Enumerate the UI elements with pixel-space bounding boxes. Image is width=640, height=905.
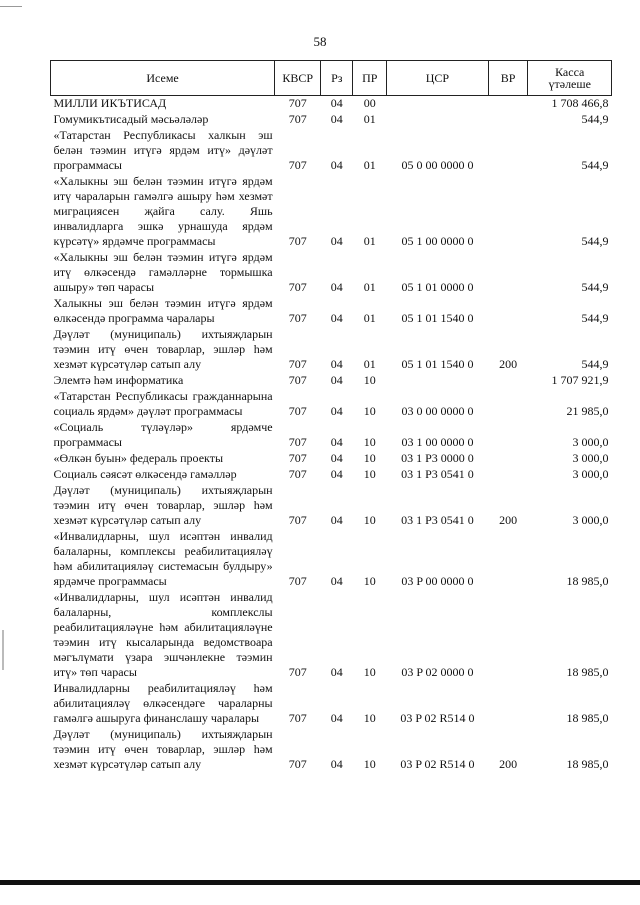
cell-pr: 10 [363, 435, 376, 449]
cell-name: «Инвалидларны, шул исәптән инвалид балаларны, комплексы реабилитацияләү һәм абилитацияләү системасын булдыру» ярдәмче программасы [53, 529, 273, 588]
cell-csr: 03 1 P3 0000 0 [401, 451, 474, 465]
cell-csr: 05 1 01 0000 0 [401, 280, 474, 294]
table-row [51, 250, 612, 296]
cell-kvsr: 707 [288, 112, 307, 126]
cell-rz: 04 [330, 513, 343, 527]
cell-csr: 05 1 01 1540 0 [401, 357, 474, 371]
table-row [51, 174, 612, 250]
table-row [51, 467, 612, 483]
cell-name: «Өлкән буын» федераль проекты [53, 451, 224, 465]
cell-name: Дәүләт (муниципаль) ихтыяҗларын тәэмин итү өчен товарлар, эшләр һәм хезмәт күрсәтүләр сатып алу [53, 483, 273, 527]
cell-vr [488, 174, 528, 250]
cell-kvsr: 707 [288, 158, 307, 172]
cell-kvsr: 707 [288, 357, 307, 371]
cell-kassa: 18 985,0 [566, 574, 609, 588]
cell-kvsr: 707 [288, 665, 307, 679]
cell-rz: 04 [330, 158, 343, 172]
cell-pr: 01 [363, 234, 376, 248]
table-row [51, 529, 612, 590]
cell-pr: 10 [363, 451, 376, 465]
cell-vr [488, 112, 528, 128]
cell-csr: 03 P 02 R514 0 [400, 757, 475, 771]
column-header-pr: ПР [353, 61, 387, 96]
cell-csr: 03 0 00 0000 0 [401, 404, 474, 418]
cell-kassa: 18 985,0 [566, 757, 609, 771]
cell-kassa: 18 985,0 [566, 665, 609, 679]
cell-name: МИЛЛИ ИКЪТИСАД [53, 96, 167, 110]
cell-csr [387, 96, 488, 113]
table-row [51, 327, 612, 373]
cell-rz: 04 [330, 451, 343, 465]
cell-csr: 05 1 00 0000 0 [401, 234, 474, 248]
column-header-kassa: Касса үтәлеше [528, 61, 612, 96]
cell-vr [488, 389, 528, 420]
cell-csr: 03 1 P3 0541 0 [401, 513, 474, 527]
cell-vr [488, 420, 528, 451]
cell-rz: 04 [330, 574, 343, 588]
cell-kvsr: 707 [288, 513, 307, 527]
cell-csr: 03 P 02 0000 0 [401, 665, 474, 679]
cell-name: Халыкны эш белән тәэмин итүгә ярдәм өлкәсендә программа чаралары [53, 296, 273, 325]
cell-rz: 04 [330, 280, 343, 294]
cell-pr: 10 [363, 467, 376, 481]
budget-table [50, 60, 612, 773]
cell-kassa: 544,9 [581, 280, 609, 294]
cell-rz: 04 [330, 757, 343, 771]
cell-pr: 01 [363, 357, 376, 371]
cell-kassa: 3 000,0 [572, 513, 609, 527]
cell-pr: 10 [363, 404, 376, 418]
cell-csr: 03 1 00 0000 0 [401, 435, 474, 449]
cell-rz: 04 [330, 373, 343, 387]
cell-name: «Халыкны эш белән тәэмин итүгә ярдәм итү өлкәсендә гамәлләрне тормышка ашыру» төп чарасы [53, 250, 273, 294]
table-header-row [51, 61, 612, 96]
table-row [51, 296, 612, 327]
cell-kassa: 21 985,0 [566, 404, 609, 418]
cell-csr: 05 0 00 0000 0 [401, 158, 474, 172]
cell-csr [387, 373, 488, 389]
cell-name: Гомумикътисадый мәсьәләләр [53, 112, 209, 126]
cell-kvsr: 707 [288, 574, 307, 588]
cell-kassa: 3 000,0 [572, 451, 609, 465]
cell-vr [488, 681, 528, 727]
cell-kassa: 3 000,0 [572, 435, 609, 449]
table-row [51, 96, 612, 113]
cell-csr [387, 112, 488, 128]
cell-kvsr: 707 [288, 373, 307, 387]
cell-rz: 04 [330, 711, 343, 725]
cell-vr [488, 373, 528, 389]
cell-pr: 01 [363, 311, 376, 325]
cell-name: «Татарстан Республикасы гражданнарына социаль ярдәм» дәүләт программасы [53, 389, 273, 418]
cell-pr: 10 [363, 373, 376, 387]
cell-rz: 04 [330, 665, 343, 679]
cell-kvsr: 707 [288, 435, 307, 449]
column-header-kvsr: КВСР [275, 61, 321, 96]
cell-rz: 04 [330, 404, 343, 418]
cell-csr: 05 1 01 1540 0 [401, 311, 474, 325]
table-row [51, 727, 612, 773]
scan-edge-mark [2, 630, 4, 670]
cell-pr: 10 [363, 711, 376, 725]
table-row [51, 590, 612, 681]
cell-pr: 00 [363, 96, 376, 110]
table-row [51, 681, 612, 727]
cell-name: Социаль сәясәт өлкәсендә гамәлләр [53, 467, 237, 481]
cell-kvsr: 707 [288, 467, 307, 481]
cell-name: «Халыкны эш белән тәэмин итүгә ярдәм итү чараларын гамәлгә ашыру һәм хезмәт миграциясен җайга салу. Яшь инвалидларга эшкә урнашуда ярдәм күрсәтү» ярдәмче программасы [53, 174, 273, 248]
cell-kassa: 544,9 [581, 158, 609, 172]
cell-vr [488, 467, 528, 483]
cell-kvsr: 707 [288, 280, 307, 294]
cell-kassa: 544,9 [581, 357, 609, 371]
cell-kvsr: 707 [288, 451, 307, 465]
cell-vr: 200 [499, 357, 518, 371]
cell-rz: 04 [330, 96, 343, 110]
cell-pr: 10 [363, 665, 376, 679]
table-row [51, 373, 612, 389]
column-header-vr: ВР [488, 61, 528, 96]
table-row [51, 112, 612, 128]
cell-csr: 03 1 P3 0541 0 [401, 467, 474, 481]
cell-pr: 10 [363, 574, 376, 588]
cell-name: «Социаль түләүләр» ярдәмче программасы [53, 420, 273, 449]
cell-csr: 03 P 02 R514 0 [400, 711, 475, 725]
cell-kassa: 544,9 [581, 234, 609, 248]
cell-vr [488, 250, 528, 296]
cell-pr: 01 [363, 280, 376, 294]
table-row [51, 451, 612, 467]
cell-vr [488, 529, 528, 590]
cell-pr: 01 [363, 112, 376, 126]
page-number: 58 [313, 34, 327, 49]
cell-name: Элемтә һәм информатика [53, 373, 184, 387]
cell-vr [488, 590, 528, 681]
column-header-name: Исеме [51, 61, 275, 96]
column-header-csr: ЦСР [387, 61, 488, 96]
column-header-rz: Рз [321, 61, 353, 96]
scan-edge-mark [0, 6, 22, 7]
cell-kassa: 18 985,0 [566, 711, 609, 725]
cell-kvsr: 707 [288, 404, 307, 418]
cell-kvsr: 707 [288, 234, 307, 248]
cell-kvsr: 707 [288, 757, 307, 771]
cell-name: «Инвалидларны, шул исәптән инвалид балаларны, комплекслы реабилитацияләүне һәм абилитацияләүне тәэмин итү кысаларында ведомствоара мәгълүмати үзара эшчәнлекне тәэмин итү» төп чарасы [53, 590, 273, 679]
cell-name: «Татарстан Республикасы халкын эш белән тәэмин итүгә ярдәм итү» дәүләт программасы [53, 128, 273, 172]
cell-kvsr: 707 [288, 311, 307, 325]
table-row [51, 389, 612, 420]
cell-rz: 04 [330, 435, 343, 449]
cell-kassa: 1 707 921,9 [551, 373, 609, 387]
cell-rz: 04 [330, 467, 343, 481]
cell-vr [488, 296, 528, 327]
table-body [51, 96, 612, 774]
table-row [51, 420, 612, 451]
cell-pr: 01 [363, 158, 376, 172]
cell-name: Дәүләт (муниципаль) ихтыяҗларын тәэмин итү өчен товарлар, эшләр һәм хезмәт күрсәтүләр сатып алу [53, 327, 273, 371]
cell-kassa: 544,9 [581, 311, 609, 325]
cell-pr: 10 [363, 757, 376, 771]
cell-name: Дәүләт (муниципаль) ихтыяҗларын тәэмин итү өчен товарлар, эшләр һәм хезмәт күрсәтүләр сатып алу [53, 727, 273, 771]
cell-vr [488, 128, 528, 174]
cell-rz: 04 [330, 112, 343, 126]
cell-vr [488, 451, 528, 467]
cell-vr [488, 96, 528, 113]
cell-pr: 10 [363, 513, 376, 527]
cell-name: Инвалидларны реабилитацияләү һәм абилитацияләү өлкәсендәге чараларны гамәлгә ашыруга финанслашу чаралары [53, 681, 273, 725]
cell-rz: 04 [330, 311, 343, 325]
cell-kvsr: 707 [288, 96, 307, 110]
table-row [51, 483, 612, 529]
cell-vr: 200 [499, 757, 518, 771]
bottom-border-rule [0, 880, 640, 885]
cell-kvsr: 707 [288, 711, 307, 725]
cell-csr: 03 P 00 0000 0 [401, 574, 474, 588]
cell-kassa: 3 000,0 [572, 467, 609, 481]
table-row [51, 128, 612, 174]
cell-rz: 04 [330, 357, 343, 371]
cell-kassa: 1 708 466,8 [551, 96, 609, 110]
cell-rz: 04 [330, 234, 343, 248]
cell-vr: 200 [499, 513, 518, 527]
cell-kassa: 544,9 [581, 112, 609, 126]
